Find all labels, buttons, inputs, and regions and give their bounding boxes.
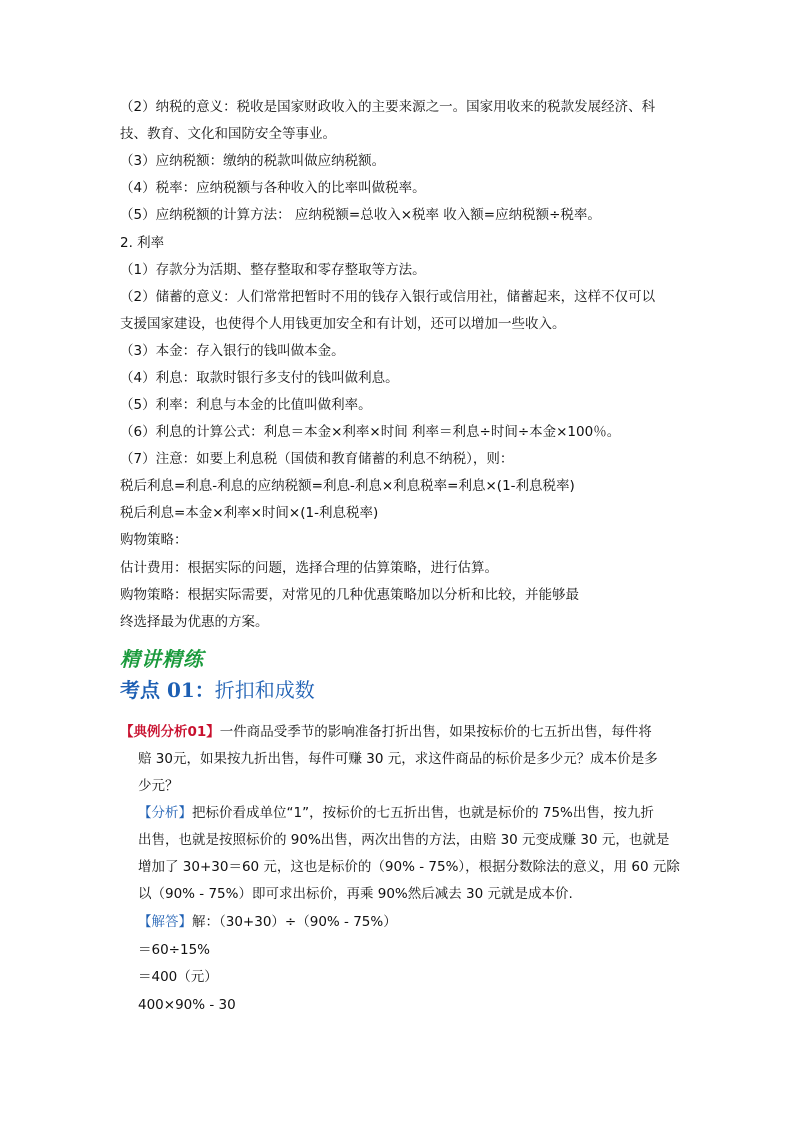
text-line: （2）纳税的意义：税收是国家财政收入的主要来源之一。国家用收来的税款发展经济、科: [120, 99, 656, 115]
text-line: 购物策略：: [120, 532, 188, 548]
text-line: （1）存款分为活期、整存整取和零存整取等方法。: [120, 262, 426, 278]
analysis-text: 把标价看成单位“1”，按标价的七五折出售，也就是标价的 75%出售，按九折: [192, 805, 654, 821]
answer-line: [138, 912, 397, 932]
text-line: （3）应纳税额：缴纳的税款叫做应纳税额。: [120, 153, 386, 169]
section-heading: 2. 利率: [120, 235, 165, 251]
answer-step: 400×90% - 30: [138, 997, 236, 1013]
analysis-tag: 【分析】: [138, 805, 192, 821]
formula-line: 税后利息=本金×利率×时间×(1-利息税率): [120, 505, 379, 521]
example-tag: 【典例分析01】: [120, 724, 220, 740]
text-line: （3）本金：存入银行的钱叫做本金。: [120, 343, 345, 359]
analysis-line: [138, 803, 654, 823]
analysis-line: 以（90% - 75%）即可求出标价，再乘 90%然后减去 30 元就是成本价.: [138, 886, 573, 902]
analysis-line: 出售，也就是按照标价的 90%出售，两次出售的方法，由赔 30 元变成赚 30 元，也就是: [138, 832, 670, 848]
text-line: （4）税率：应纳税额与各种收入的比率叫做税率。: [120, 180, 426, 196]
text-line: （2）储蓄的意义：人们常常把暂时不用的钱存入银行或信用社，储蓄起来，这样不仅可以: [120, 289, 656, 305]
text-line: 估计费用：根据实际的问题，选择合理的估算策略，进行估算。: [120, 560, 498, 576]
text-line: 终选择最为优惠的方案。: [120, 614, 269, 630]
answer-tag: 【解答】: [138, 914, 192, 930]
analysis-line: 增加了 30+30＝60 元，这也是标价的（90% - 75%），根据分数除法的意义，用 60 元除: [138, 859, 680, 875]
text-line: 购物策略：根据实际需要，对常见的几种优惠策略加以分析和比较，并能够最: [120, 587, 579, 603]
answer-text: 解：（30+30）÷（90% - 75%）: [192, 914, 397, 930]
example-line: [120, 722, 652, 742]
answer-step: ＝60÷15%: [138, 942, 210, 958]
kaodian-title: 折扣和成数: [214, 678, 315, 702]
text-line: （6）利息的计算公式：利息＝本金×利率×时间 利率＝利息÷时间÷本金×100％。: [120, 424, 621, 440]
section-title: 精讲精练: [120, 647, 204, 671]
text-line: （7）注意：如要上利息税（国债和教育储蓄的利息不纳税），则：: [120, 451, 514, 467]
text-line: 支援国家建设，也使得个人用钱更加安全和有计划，还可以增加一些收入。: [120, 316, 566, 332]
example-line: 赔 30元，如果按九折出售，每件可赚 30 元，求这件商品的标价是多少元？成本价是多: [138, 751, 658, 767]
answer-step: ＝400（元）: [138, 969, 218, 985]
kaodian-label: 考点 01：: [120, 678, 215, 702]
text-line: （4）利息：取款时银行多支付的钱叫做利息。: [120, 370, 399, 386]
example-line: 少元？: [138, 778, 179, 794]
text-line: （5）应纳税额的计算方法： 应纳税额=总收入×税率 收入额=应纳税额÷税率。: [120, 207, 601, 223]
formula-line: 税后利息=利息-利息的应纳税额=利息-利息×利息税率=利息×(1-利息税率): [120, 478, 575, 494]
kaodian-heading: [120, 674, 315, 703]
text-line: （5）利率：利息与本金的比值叫做利率。: [120, 397, 372, 413]
text-line: 技、教育、文化和国防安全等事业。: [120, 126, 336, 142]
example-text: 一件商品受季节的影响准备打折出售，如果按标价的七五折出售，每件将: [219, 724, 652, 740]
